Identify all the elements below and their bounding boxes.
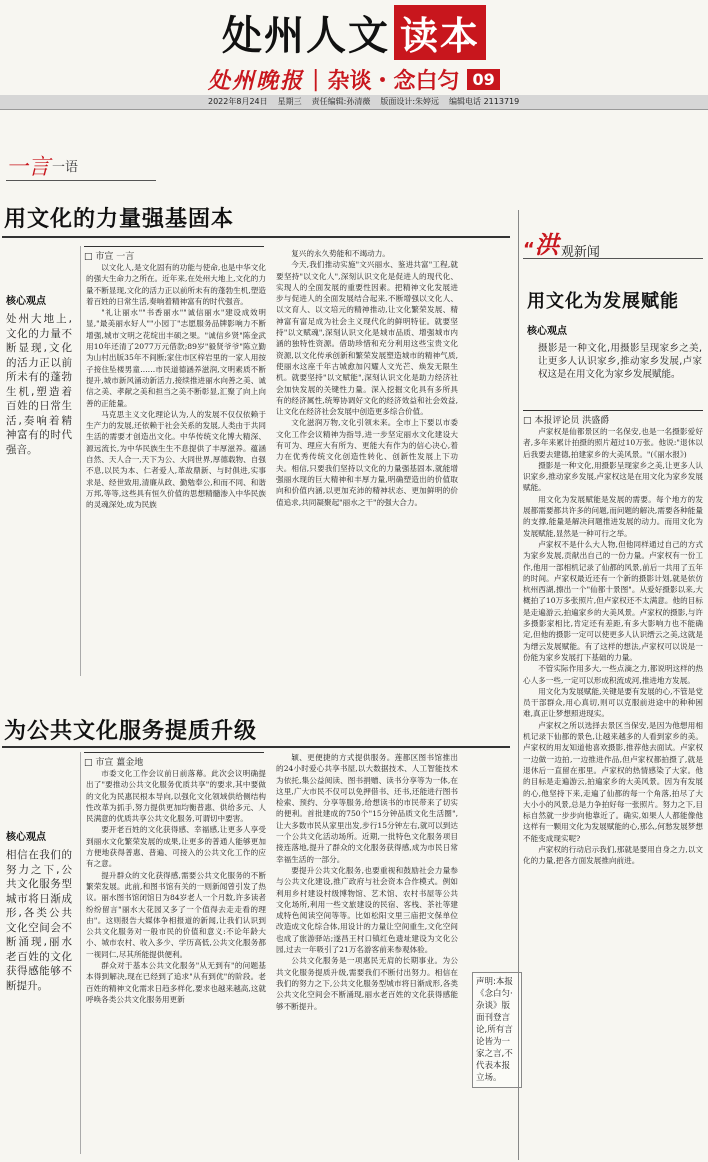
article1-column-2 [276, 248, 458, 680]
column-tag-small: 观新闻 [560, 245, 600, 260]
divider [518, 210, 519, 1160]
designer: 版面设计:朱婷远 [380, 97, 440, 106]
article1-headline: 用文化的力量强基固本 [4, 207, 235, 232]
editor-phone: 编辑电话 2113719 [449, 97, 520, 106]
disclaimer-notice: 声明:本报《念白匀·杂谈》版面刊登言论,所有言论皆为一家之言,不代表本报立场。 [472, 972, 522, 1088]
masthead [222, 6, 486, 58]
paragraph: 群众对于基本公共文化服务"从无到有"的问题基本得到解决,现在已经到了追求"从有到优"的阶段。老百姓的精神文化需求日趋多样化,要求也越来越高,这就呼唤各类公共文化服务用更新 [86, 961, 266, 1004]
paragraph: 卢家权的行动启示我们,那就是要用自身之力,以文化的力量,把各方面发展推向前进。 [523, 844, 703, 866]
paragraph: 提升群众的文化获得感,需要公共文化服务的不断繁荣发展。此前,和图书馆有关的一则新闻曾引发了热议。丽水图书馆闭馆日为84岁老人一个月数,许多读者纷纷留言"丽水大花园又多了一个值得去走走看的理由"。这则报告大媒体争相报道的新闻,让我们认识到公共文化服务对一般市民的价值和意义:不论年龄大小、城市农村、收入多少、学历高低,公共文化服务都一视同仁,尽其所能提供便利。 [86, 870, 266, 959]
masthead-title: 处州人文 [222, 12, 390, 59]
paragraph: 马克思主义文化理论认为,人的发展不仅仅依赖于生产力的发展,还依赖于社会关系的发展,人类由于共同生活的需要才创造出文化。中华传统文化博大精深、源远流长,为中华民族生生不息提供了丰厚滋养。蕴涵自然、天人合一,天下为公、大同世界,厚德载物、自强不息,以民为本、仁者爱人,革故鼎新、与时俱进,实事求是、经世致用,清廉从政、勤勉奉公,和而不同、和谐万邦,等等,这些具有恒久价值的思想精髓渗入中华民族的灵魂深处,成为民族 [86, 409, 266, 510]
masthead-title-accent: 读本 [394, 5, 486, 60]
masthead-subline [208, 64, 500, 95]
paper-name: 处州晚报 [208, 69, 305, 94]
article3-side-label: 核心观点 [527, 326, 567, 337]
paragraph: 用文化为发展赋能是发展的需要。每个地方的发展都需要都共许多的问题,而问题的解决,需要各种能量的支撑,能量是解决问题推进发展的动力。而用文化为发展赋能,显然是一种可行之举。 [523, 494, 703, 538]
article1-side-text: 处州大地上,文化的力量不断显现,文化的活力正以前所未有的蓬勃生机,塑造着百姓的日常生活,奏响着精神富有的时代强音。 [6, 313, 72, 456]
column-tag-small: 一语 [52, 160, 79, 175]
paragraph: 颖、更便捷的方式提供服务。莲都区图书馆推出的24小时爱心共享书屋,以大数据技术、人工智能技术为依托,集公益阅读、图书捐赠、读书分享等为一体,在这里,广大市民不仅可以免押借书、还书,还能进行图书检索、预约、分享等服务,给想读书的市民带来了切实的便利。首批建成的750个"15分钟品质文化生活圈",让大多数市民从家里出发,步行15分钟左右,就可以到达一个公共文化活动场所。近期,一批特色文化服务项目接连落地,提升了群众的文化服务获得感,成为市民日常幸福生活的一部分。 [276, 753, 458, 864]
divider [523, 258, 703, 259]
paragraph: 公共文化服务是一项惠民无肩的长期事业。为公共文化服务提质升级,需要我们不断付出努力。相信在我们的努力之下,公共文化服务型城市将日渐成形,各类公共文化空间会不断涌现,丽水老百姓的文化获得感能够不断提升。 [276, 956, 458, 1011]
editor: 责任编辑:孙清薇 [311, 97, 371, 106]
article2-side-label: 核心观点 [6, 832, 46, 843]
column-tag-big: 洪 [534, 231, 559, 259]
article3-side-text: 摄影是一种文化,用摄影呈现家乡之美,让更多人认识家乡,推动家乡发展,卢家权这是在用文化为家乡发展赋能。 [538, 343, 702, 380]
article3-byline: □ 本报评论员 洪盛爵 [523, 410, 703, 426]
paragraph: 卢家权不是什么大人物,但他同样通过自己的方式为家乡发展,贡献出自己的一份力量。卢家权有一份工作,他用一部相机记录了仙都的风景,前后一共用了五年的时间。卢家权最近还有一个新的摄影计划,就是依仿杭州西湖,擦出一个"仙都十景图"。从爱好摄影以来,大概拍了10万多张照片,但卢家权还不太满意。他的目标是走遍游云,拍遍家乡的大美风景。卢家权的摄影,与许多摄影家相比,肯定还有差距,有多大影响力也不能确定,但他的摄影一定可以使更多人认识缙云之美,这就是为缙云发展赋能。有了这样的想法,卢家权可以说是一份能为家乡发展打下基础的力量。 [523, 539, 703, 662]
article2-byline: □ 市宣 薑金地 [84, 752, 264, 768]
weekday: 星期三 [277, 97, 302, 106]
quote-mark: “ [523, 239, 535, 260]
article1-byline: □ 市宣 一言 [84, 246, 264, 262]
paragraph: 卢家权是仙都景区的一名保安,也是一名摄影爱好者,多年来累计拍摄的照片超过10万张。他说:"退休以后我要去建德,拍建家乡的大美风景。"(《丽水报》) [523, 427, 703, 459]
paragraph: 以文化人,是文化固有的功能与使命,也是中华文化的强大生命力之所在。近年来,在处州大地上,文化的力量不断显现,文化的活力正以前所未有的蓬勃生机,塑造着百姓的日常生活,奏响着精神富有的时代强音。 [86, 263, 266, 306]
article3-headline: 用文化为发展赋能 [527, 291, 679, 312]
info-bar [0, 95, 708, 110]
article2-column-1 [86, 768, 266, 1154]
article2-column-2 [276, 752, 458, 1154]
paragraph: 摄影是一种文化,用摄影呈现家乡之美,让更多人认识家乡,推动家乡发展,卢家权这是在用文化为家乡发展赋能。 [523, 460, 703, 493]
divider [80, 752, 81, 1154]
separator: | [312, 67, 320, 92]
page-number: 09 [467, 69, 499, 90]
paragraph: 用文化为发展赋能,关键是要有发展的心,不管是党员干部群众,用心真切,则可以克服前进途中的种种困难,真正让梦想照进现实。 [523, 686, 703, 719]
column-tag-big: 一言 [6, 155, 51, 180]
article2-headline: 为公共文化服务提质升级 [4, 719, 258, 744]
paragraph: 要提升公共文化服务,也要重视和鼓励社会力量参与公共文化建设,推广政府与社会资本合作模式。例如利用乡村建设村级博物馆、艺术馆、农村书屋等公共文化场所,利用一些文旅建设的民宿、客栈、茶社等建成特色阅读空间等等。比如松阳文里三庙把文保单位改造成文化综合体,用设计的力量让空间重生,文化空间也成了旅游驿站;遂昌王村口镇红色遗址建设为文化公园,过去一年吸引了21万名游客前来参观体验。 [276, 865, 458, 955]
article3-body [523, 426, 703, 1156]
paragraph: 今天,我们推动实施"文兴丽水、鉴进共富"工程,就要坚持"以文化人",深刻认识文化是促进人的现代化、实现人的全面发展的重要性因素。把精神文化发展进步与促进人的全面发展结合起来,不断增强以文化人、以文育人、以文培元的精神推动,让文化繁荣发展、精神富有富足成为社会主义现代化的鲜明特征。就要坚持"以文赋魂",深刻认识文化是城市品质、增强城市内涵的独特性资源。借助珍惜和充分利用这些宝贵文化资源,以文化传承创新和繁荣发展塑造城市的精神气质,使丽水这座千年古城愈加闪耀人文光芒、焕发无限生机。就要坚持"以文赋能",深刻认识文化是助力经济社会加快发展的关键性力量。深入挖掘文化具有多所具有的经济属性,统筹协调好文化的经济效益和社会效益,让文化在经济社会发展中创造更多综合价值。 [276, 260, 458, 417]
paragraph: 不管实际作用多大,一些点滴之力,都说明这样的热心人多一些,一定可以形成积流成河,推进地方发展。 [523, 664, 703, 685]
article1-column-1 [86, 262, 266, 680]
column-tag-yiyan [6, 150, 78, 181]
paragraph: 要开老百姓的文化获得感、幸福感,让更多人享受到丽水文化繁荣发展的成果,让更多的普通人能够更加方便地获得普惠、普遍、可接入的公共文化工作的应有之意。 [86, 825, 266, 869]
divider [6, 180, 156, 181]
paragraph: 卢家权之所以选择去景区当保安,是因为他想用相机记录下仙都的景色,让越来越多的人看到家乡的美。卢家权的用友知道他喜欢摄影,推荐他去面试。卢家权一边做一边拍,一边推进作品,但卢家权都拍摄了,就是退休后一直留在那里。卢家权的热情感染了大家。他的目标是走遍游云,拍遍家乡的大美风景。因为有发展的心,他坚持下来,走遍了仙都的每一个角落,拍尽了大大小小的风景,总是力争拍好每一张照片。努力之下,目标自然就一步步向他靠近了。确实,如果人人都能像他这样有一颗用文化为发展赋能的心,那么,何愁发展梦想不能变成现实呢? [523, 720, 703, 843]
paragraph: 文化滋润万物,文化引领未来。全市上下要以市委文化工作会议精神为指导,进一步坚定丽水文化建设大有可为、理应大有所为、更能大有作为的信心决心,着力在优秀传统文化创造性转化、创新性发展上下功夫。相信,只要我们坚持以文化的力量强基固本,就能增强丽水现的巨大精神和丰厚力量,明确塑造出的价值取向和价值内涵,以更加充沛的精神状态、更加鲜明的价值追求,共同凝聚起"丽水之干"的强大合力。 [276, 418, 458, 507]
article2-side-text: 相信在我们的努力之下,公共文化服务型城市将日渐成形,各类公共文化空间会不断涌现,丽水老百姓的文化获得感能够不断提升。 [6, 849, 72, 992]
divider [2, 236, 510, 238]
issue-date: 2022年8月24日 [208, 97, 268, 106]
paragraph: 市委文化工作会议前日前落幕。此次会议明确提出了"要推动公共文化服务优质共享"的要求,其中要做的文化为民惠民根本导向,以强化文化领域供给侧结构性改革为抓手,努力提供更加均衡普惠、供给多元、人民满意的优质共享公共文化服务,可谓切中要害。 [86, 769, 266, 824]
article1-side-label: 核心观点 [6, 296, 46, 307]
paragraph: "礼让丽水""书香丽水""诚信丽水"建设成效明显,"最美丽水好人""小园丁"志愿服务品牌影响力不断增强,城市文明之花绽出丰硕之果。"诚信乡贤"陈金武用10年还清了2077万元借款;89岁"毅贤爷爷"陈立勤为山村出版35年不间断;家住市区梓岩里的一家人用按子接住坠楼男童……市民道德涵养滋润,文明素质不断提升,城市新风涌动新活力,接续推进丽水向善之美、诚信之美、孝献之美和担当之美不断彰显,汇聚了向上向善的正能量。 [86, 308, 266, 408]
section-name: 杂谈・念白匀 [327, 69, 460, 94]
divider [80, 246, 81, 676]
column-tag-hong [523, 225, 600, 260]
paragraph: 复兴的永久势能和不竭动力。 [291, 249, 390, 258]
divider [2, 746, 510, 748]
